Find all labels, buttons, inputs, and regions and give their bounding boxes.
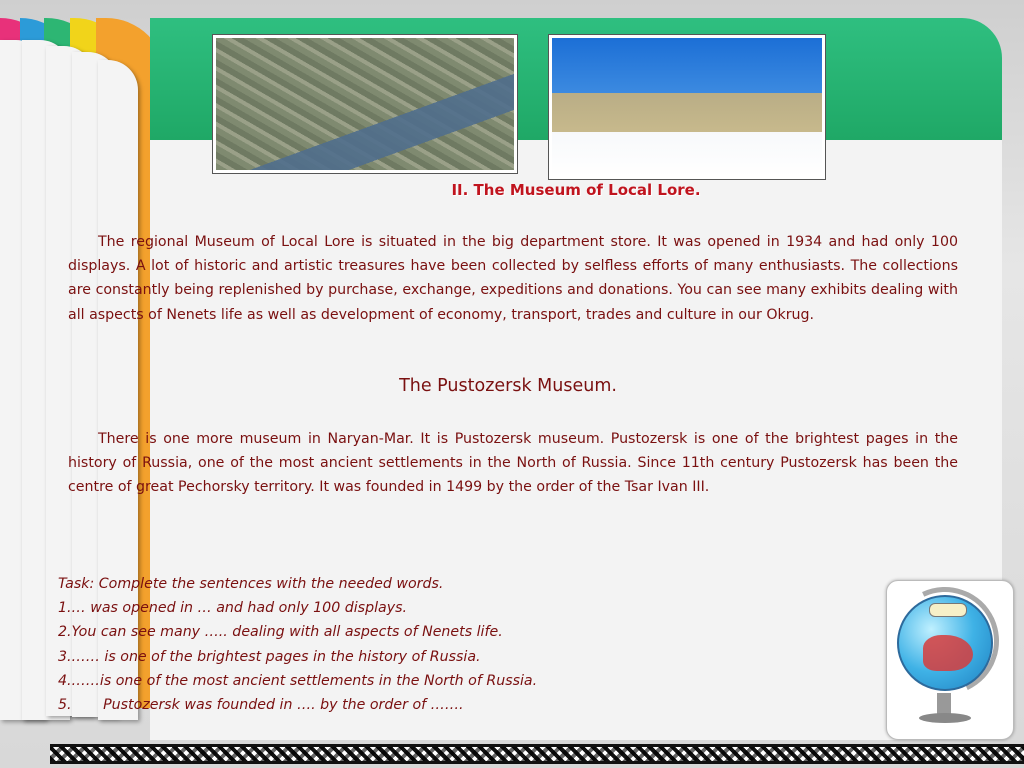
school-badge-icon xyxy=(929,603,967,617)
task-block xyxy=(58,572,858,717)
winter-building-image xyxy=(552,38,822,176)
globe-icon xyxy=(897,595,993,691)
aerial-town-photo xyxy=(212,34,518,174)
pustozersk-heading: The Pustozersk Museum. xyxy=(399,376,617,396)
aerial-town-image xyxy=(216,38,514,170)
task-item: 3.…… is one of the brightest pages in the history of Russia. xyxy=(58,648,481,665)
globe-logo xyxy=(886,580,1014,740)
task-item: 2.You can see many ….. dealing with all aspects of Nenets life. xyxy=(58,624,503,641)
task-item: 5. Pustozersk was founded in …. by the order of ……. xyxy=(58,697,464,714)
map-region-icon xyxy=(923,635,973,671)
ornament-border xyxy=(50,744,1024,764)
globe-stand xyxy=(937,693,951,715)
task-item: 1.… was opened in … and had only 100 displays. xyxy=(58,600,408,617)
section-heading: II. The Museum of Local Lore. xyxy=(451,181,701,199)
pustozersk-paragraph: There is one more museum in Naryan-Mar. It is Pustozersk museum. Pustozersk is one of the brightest pages in the history of Russia, one of the most ancient settlements in the North of Russia. Since 11th century Pustozersk has been the centre of great Pechorsky territory. It was founded in 1499 by the order of the Tsar Ivan III. xyxy=(68,431,958,496)
globe-base xyxy=(919,713,971,723)
museum-paragraph: The regional Museum of Local Lore is situated in the big department store. It was opened in 1934 and had only 100 displays. A lot of historic and artistic treasures have been collected by selfless efforts of many enthusiasts. The collections are constantly being replenished by purchase, exchange, expeditions and donations. You can see many exhibits dealing with all aspects of Nenets life as well as development of economy, transport, trades and culture in our Okrug. xyxy=(68,234,958,323)
task-title: Task: Complete the sentences with the needed words. xyxy=(58,576,444,592)
winter-building-photo xyxy=(548,34,826,180)
task-item: 4.……is one of the most ancient settlements in the North of Russia. xyxy=(58,672,538,689)
